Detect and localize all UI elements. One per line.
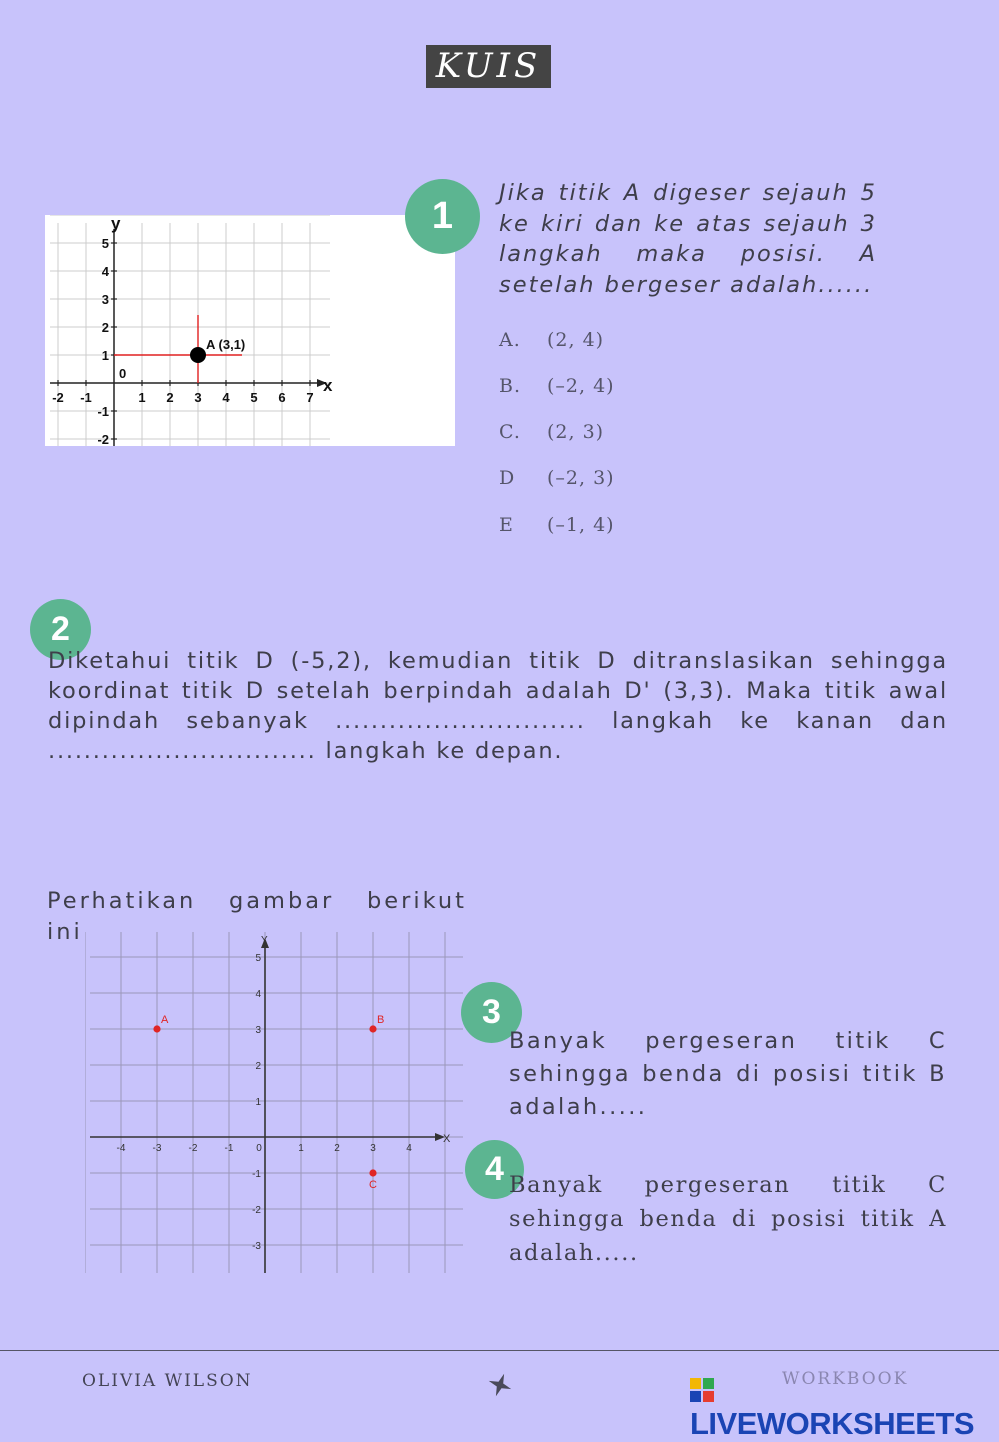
q1-graph xyxy=(45,215,455,446)
y-tick-label: 2 xyxy=(101,320,109,335)
graph2-container xyxy=(85,930,470,1275)
workbook-label: WORKBOOK xyxy=(782,1369,909,1389)
footer-divider xyxy=(0,1350,999,1351)
x-tick-label: 0 xyxy=(256,1143,262,1154)
y-tick-label: 5 xyxy=(101,236,109,251)
y-tick-label: 1 xyxy=(255,1097,261,1108)
q1-option xyxy=(499,514,615,536)
q1-option-letter: A. xyxy=(499,329,521,351)
question-3-text: Banyak pergeseran titik C sehingga benda di posisi titik B adalah..... xyxy=(509,1028,947,1120)
y-tick-label: 3 xyxy=(101,292,109,307)
x-axis-label: x xyxy=(323,376,333,395)
y-tick-label: 3 xyxy=(255,1025,261,1036)
q1-coordinate-graph xyxy=(45,215,455,446)
q1-option-value: (–2, 3) xyxy=(547,467,615,489)
x-tick-label: 1 xyxy=(298,1143,304,1154)
x-tick-label: -1 xyxy=(224,1143,234,1154)
y-tick-label: -2 xyxy=(97,432,109,446)
point-a-label: A (3,1) xyxy=(206,337,246,352)
point-a xyxy=(153,1025,160,1032)
q1-option xyxy=(499,375,615,397)
x-tick-label: 2 xyxy=(334,1143,340,1154)
x-tick-label: 4 xyxy=(222,390,230,405)
point-a-label: A xyxy=(161,1014,169,1026)
question-3-badge: 3 xyxy=(461,982,522,1043)
graph-intro-text: Perhatikan gambar berikut ini xyxy=(47,888,467,945)
q1-option-value: (–2, 4) xyxy=(547,375,615,397)
x-tick-label: 4 xyxy=(406,1143,412,1154)
q1-option-letter: B. xyxy=(499,375,522,397)
x-tick-label: 5 xyxy=(250,390,258,405)
y-tick-label: 4 xyxy=(255,989,261,1000)
four-point-star-icon xyxy=(487,1372,513,1402)
x-tick-label: 6 xyxy=(278,390,286,405)
liveworksheets-icon xyxy=(690,1378,714,1402)
q1-option-value: (2, 4) xyxy=(547,329,605,351)
author-name: OLIVIA WILSON xyxy=(82,1371,253,1391)
origin-label: 0 xyxy=(119,366,127,381)
x-tick-label: 3 xyxy=(370,1143,376,1154)
y-tick-label: -3 xyxy=(252,1241,261,1252)
x-tick-label: 2 xyxy=(166,390,174,405)
point-b xyxy=(369,1025,376,1032)
x-tick-label: -1 xyxy=(80,390,92,405)
q1-option xyxy=(499,467,615,489)
question-4-text: Banyak pergeseran titik C sehingga benda di posisi titik A adalah..... xyxy=(509,1172,947,1266)
point-c-label: C xyxy=(369,1179,377,1191)
y-tick-label: -2 xyxy=(252,1205,261,1216)
question-4-badge: 4 xyxy=(465,1140,524,1199)
point-c xyxy=(369,1169,376,1176)
q1-option-value: (2, 3) xyxy=(547,421,605,443)
y-tick-label: 4 xyxy=(101,264,109,279)
q1-option xyxy=(499,421,604,443)
question-2-badge: 2 xyxy=(30,599,91,660)
question-1-text: Jika titik A digeser sejauh 5 ke kiri dan ke atas sejauh 3 langkah maka posisi. A setelah bergeser adalah...... xyxy=(499,180,877,298)
q1-option-letter: D xyxy=(499,467,516,489)
x-tick-label: -2 xyxy=(188,1143,198,1154)
q1-option xyxy=(499,329,604,351)
x-axis-label: X xyxy=(443,1133,451,1145)
y-tick-label: -1 xyxy=(252,1169,261,1180)
point-a xyxy=(190,347,206,363)
page-title: KUIS xyxy=(426,45,551,88)
x-tick-label: -4 xyxy=(116,1143,126,1154)
liveworksheets-logo[interactable] xyxy=(690,1370,999,1442)
x-tick-label: -3 xyxy=(152,1143,162,1154)
q1-option-letter: C. xyxy=(499,421,521,443)
liveworksheets-text: LIVEWORKSHEETS xyxy=(690,1406,975,1441)
x-tick-label: 7 xyxy=(306,390,314,405)
q1-option-letter: E xyxy=(499,514,514,536)
y-tick-label: 5 xyxy=(255,953,261,964)
y-tick-label: 2 xyxy=(255,1061,261,1072)
y-tick-label: -1 xyxy=(97,404,109,419)
y-tick-label: 1 xyxy=(101,348,109,363)
x-tick-label: 3 xyxy=(194,390,202,405)
points-coordinate-graph xyxy=(85,930,470,1275)
question-1-badge: 1 xyxy=(405,179,480,254)
x-tick-label: -2 xyxy=(52,390,64,405)
y-axis-label: y xyxy=(111,215,121,233)
point-b-label: B xyxy=(377,1014,385,1026)
question-2-text: Diketahui titik D (-5,2), kemudian titik D ditranslasikan sehingga koordinat titik D setelah berpindah adalah D' (3,3). Maka titik awal dipindah sebanyak ............................ langkah ke kanan dan .............................. langkah ke depan. xyxy=(48,648,948,764)
q1-option-value: (–1, 4) xyxy=(547,514,615,536)
x-tick-label: 1 xyxy=(138,390,146,405)
y-axis-label: Y xyxy=(261,935,268,946)
